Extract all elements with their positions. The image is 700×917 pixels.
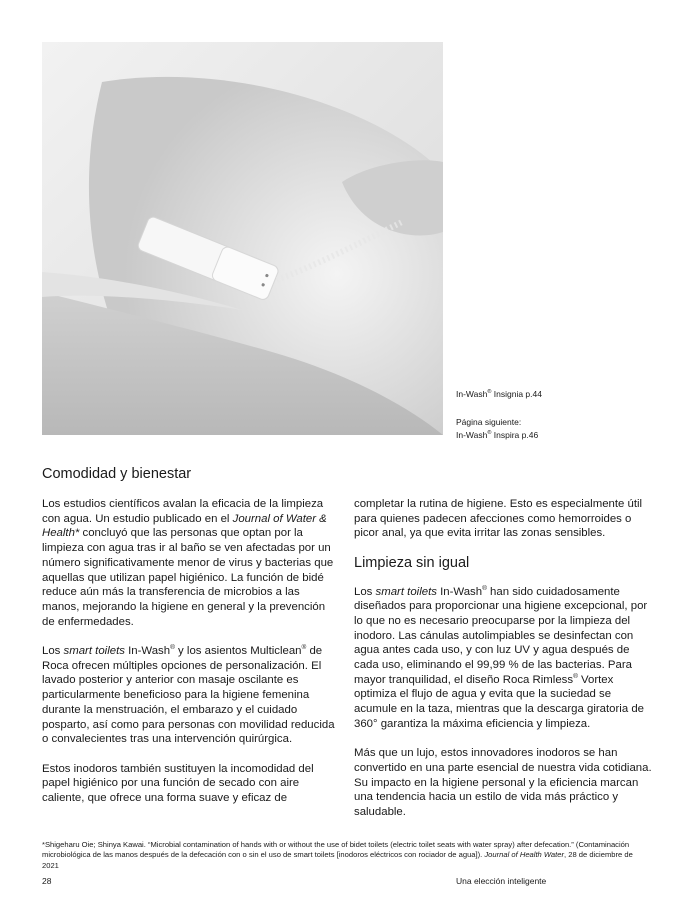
paragraph-drying: Estos inodoros también sustituyen la incomodidad del papel higiénico por una función de secado con aire caliente, que ofrece una forma suave y eficaz de <box>42 762 314 805</box>
paragraph-cleaning <box>354 585 652 732</box>
paragraph-text: Los <box>42 645 64 658</box>
paragraph-text: Los <box>354 585 376 598</box>
footnote-journal: Journal of Health Water <box>484 850 565 860</box>
subheading: Limpieza sin igual <box>354 554 470 571</box>
caption-product-name: In-Wash <box>456 388 488 399</box>
left-column <box>42 497 340 820</box>
journal-title: Journal of Water & Health* <box>42 512 327 540</box>
paragraph-conclusion: Más que un lujo, estos innovadores inodoros se han convertido en una parte esencial de nuestra vida cotidiana. Su impacto en la higiene personal y la eficiencia marcan una tendencia hacia un estilo de vida más práctico y saludable. <box>354 747 652 819</box>
footnote-text: *Shigeharu Oie; Shinya Kawai. “Microbial contamination of hands with or without the use of bidet toilets (electric toilet seats with water spray) after defecation.” (Contaminación microbiológica de las manos después de la defecación con o sin el uso de smart toilets [inodoros eléctricos con rociador de agua]). <box>42 840 630 860</box>
paragraph-text: concluyó que las personas que optan por la limpieza con agua tras ir al baño se ven afectadas por un número significativamente menor de virus y bacterias que aquellas que utilizan papel higiénico. La función de bidé reduce aún más la transferencia de microbios a las manos, mejorando la higiene en general y la prevención de enfermedades. <box>42 527 334 628</box>
next-page-registered-mark: ® <box>487 430 492 436</box>
caption-product-page: Insignia p.44 <box>491 388 542 399</box>
paragraph-text: han sido cuidadosamente diseñados para proporcionar una higiene excepcional, por lo que no es necesario preocuparse por la limpieza del inodoro. Las cánulas autolimpiables se desinfectan con agua antes cada uso, y con luz UV y agua después de cada uso, eliminando el 99,99 % de las bacterias. Para mayor tranquilidad, el diseño Roca Rimless <box>354 585 648 686</box>
toilet-bidet-illustration <box>42 42 443 435</box>
emphasis-smart-toilets: smart toilets <box>63 645 125 658</box>
right-column <box>354 497 652 834</box>
paragraph-intro <box>42 497 340 629</box>
photo-caption <box>456 387 542 400</box>
next-page-product-page: Inspira p.46 <box>491 429 539 440</box>
page-number: 28 <box>42 876 52 886</box>
section-title: Comodidad y bienestar <box>42 466 192 482</box>
registered-mark: ® <box>301 644 307 652</box>
paragraph-text: y los asientos Multiclean <box>174 645 302 658</box>
next-page-product-name: In-Wash <box>456 429 488 440</box>
caption-registered-mark: ® <box>487 389 492 395</box>
registered-mark: ® <box>170 644 175 652</box>
product-photo <box>42 42 443 435</box>
paragraph-text: de Roca ofrecen múltiples opciones de personalización. El lavado posterior y anterior con masaje oscilante es particularmente beneficioso para la higiene femenina durante la menstruación, el embarazo y el cuidado posparto, así como para personas con movilidad reducida o convalecientes tras una intervención quirúrgica. <box>42 645 335 746</box>
footer-tagline: Una elección inteligente <box>456 876 547 886</box>
emphasis-smart-toilets: smart toilets <box>375 585 437 598</box>
paragraph-text: Vortex optimiza el flujo de agua y evita que la suciedad se acumule en la taza, mientras que la descarga giratoria de 360° garantiza la máxima eficiencia y limpieza. <box>354 673 644 730</box>
paragraph-text: In-Wash <box>124 645 171 658</box>
next-page-label: Página siguiente: <box>456 417 522 427</box>
footnote <box>42 840 642 871</box>
paragraph-text: Los estudios científicos avalan la eficacia de la limpieza con agua. Un estudio publicado en el <box>42 498 324 525</box>
registered-mark: ® <box>482 584 487 592</box>
paragraph-personalization <box>42 644 340 747</box>
footnote-date: , 28 de diciembre de 2021 <box>42 850 633 870</box>
paragraph-text: In-Wash <box>436 585 483 598</box>
paragraph-continuation: completar la rutina de higiene. Esto es especialmente útil para quienes padecen afecciones como hemorroides o picor anal, ya que evita irritar las zonas sensibles. <box>354 498 643 540</box>
next-page-caption <box>456 417 538 441</box>
registered-mark: ® <box>573 672 578 680</box>
